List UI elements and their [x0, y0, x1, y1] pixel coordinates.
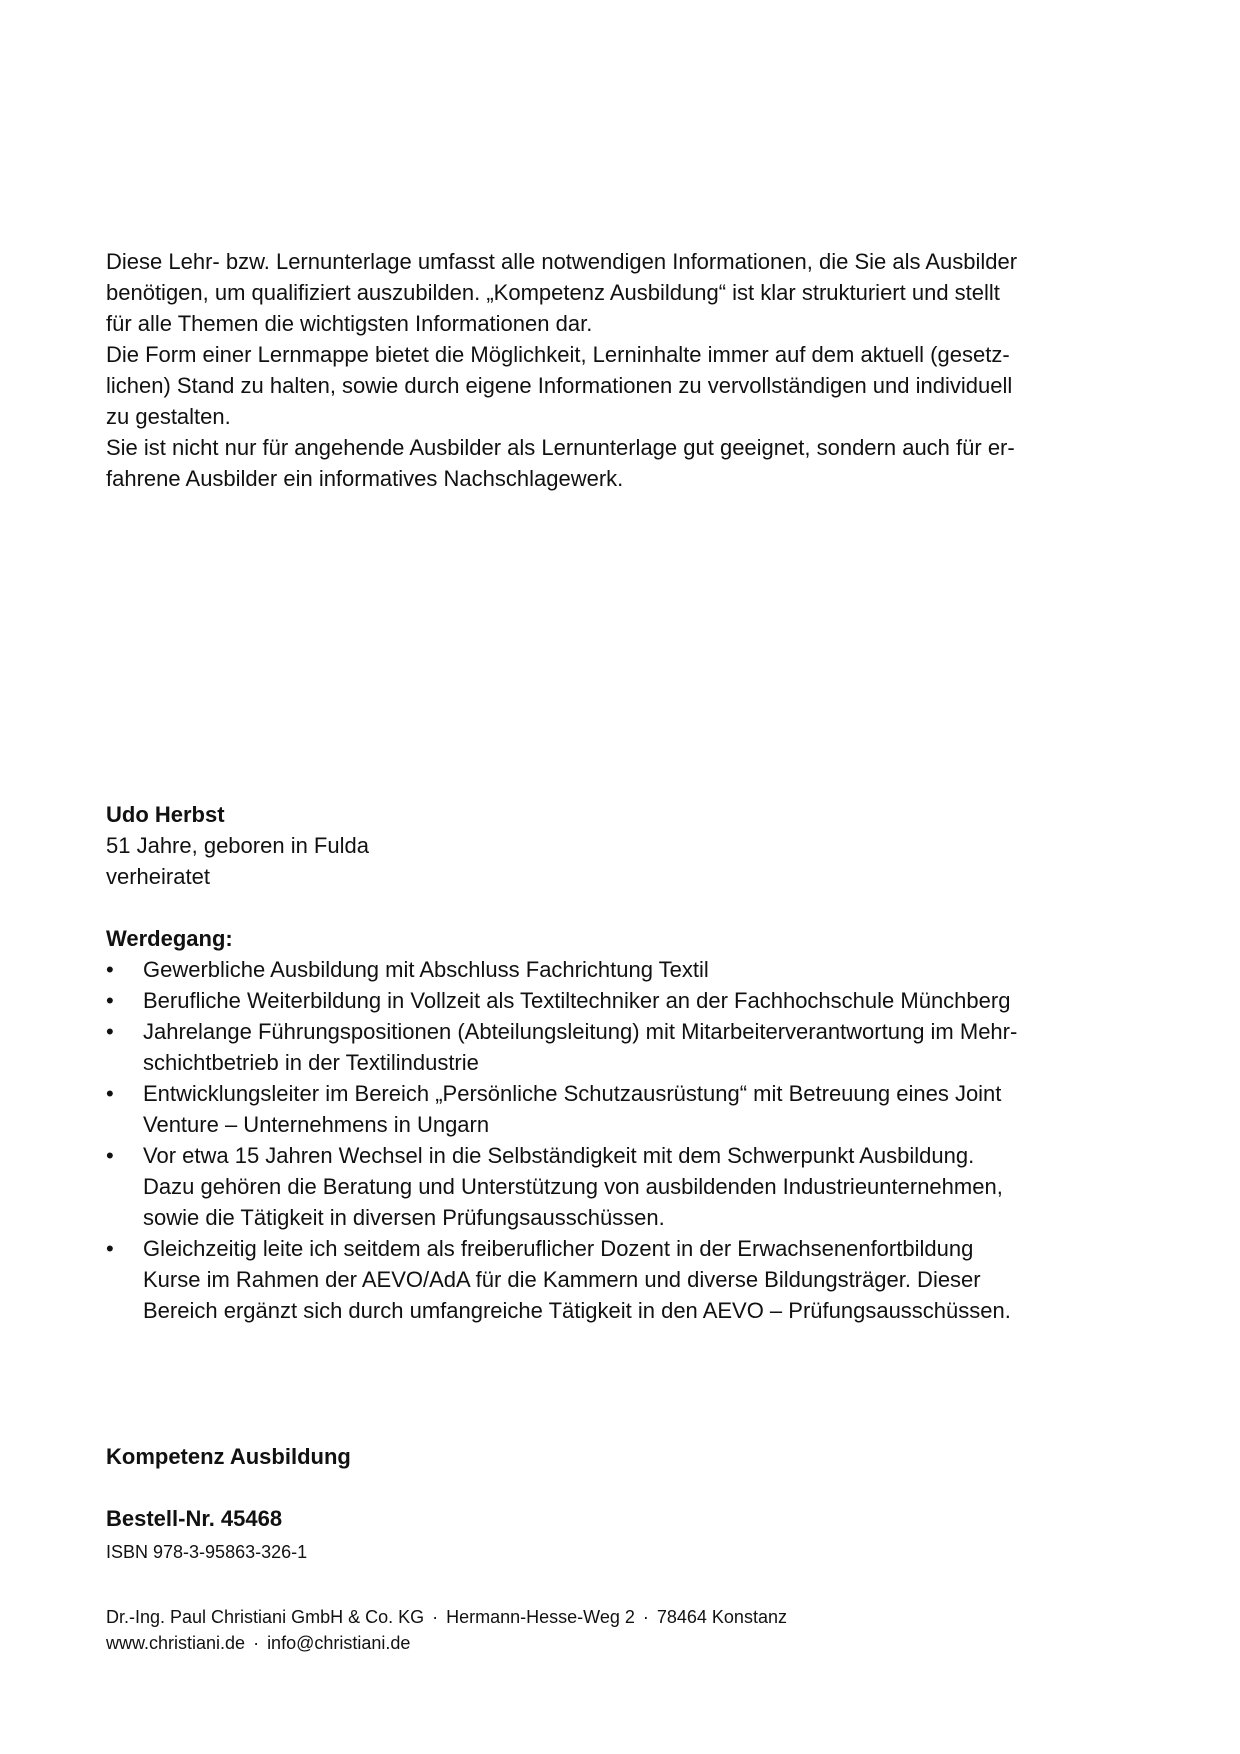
isbn-block	[106, 1540, 1166, 1564]
career-title: Werdegang:	[106, 926, 233, 951]
career-item-line: Vor etwa 15 Jahren Wechsel in die Selbständigkeit mit dem Schwerpunkt Ausbildung.	[143, 1143, 975, 1168]
publisher-street: Hermann-Hesse-Weg 2	[446, 1607, 635, 1627]
publisher-contact-line	[106, 1630, 1166, 1656]
intro-line: Die Form einer Lernmappe bietet die Möglichkeit, Lerninhalte immer auf dem aktuell (gesetz-	[106, 342, 1010, 367]
author-block	[106, 799, 1166, 892]
publisher-website-link[interactable]: www.christiani.de	[106, 1633, 246, 1653]
publisher-footer	[106, 1604, 1166, 1656]
career-item	[106, 1233, 1166, 1326]
intro-line: benötigen, um qualifiziert auszubilden. „Kompetenz Ausbildung“ ist klar strukturiert und stellt	[106, 280, 1000, 305]
author-marital-status: verheiratet	[106, 864, 210, 889]
bullet-icon: •	[106, 1019, 114, 1044]
product-title: Kompetenz Ausbildung	[106, 1444, 351, 1469]
intro-line: fahrene Ausbilder ein informatives Nachschlagewerk.	[106, 466, 624, 491]
order-number-block	[106, 1503, 1166, 1534]
career-item	[106, 985, 1166, 1016]
career-list	[106, 954, 1166, 1326]
intro-line: Sie ist nicht nur für angehende Ausbilder als Lernunterlage gut geeignet, sondern auch für er-	[106, 435, 1015, 460]
career-heading	[106, 923, 1166, 954]
intro-line: zu gestalten.	[106, 404, 231, 429]
career-item-line: Dazu gehören die Beratung und Unterstützung von ausbildenden Industrieunternehmen,	[143, 1174, 1003, 1199]
author-age-birthplace: 51 Jahre, geboren in Fulda	[106, 833, 369, 858]
career-item	[106, 954, 1166, 985]
publisher-address-line	[106, 1604, 1166, 1630]
publisher-city: 78464 Konstanz	[656, 1607, 787, 1627]
career-item-line: Entwicklungsleiter im Bereich „Persönliche Schutzausrüstung“ mit Betreuung eines Joint	[143, 1081, 1002, 1106]
career-item	[106, 1016, 1166, 1078]
intro-paragraph	[106, 246, 1166, 494]
bullet-icon: •	[106, 988, 114, 1013]
career-item-line: Berufliche Weiterbildung in Vollzeit als Textiltechniker an der Fachhochschule Münchberg	[143, 988, 1011, 1013]
career-item-line: Jahrelange Führungspositionen (Abteilungsleitung) mit Mitarbeiterverantwortung im Mehr-	[143, 1019, 1018, 1044]
bullet-icon: •	[106, 957, 114, 982]
author-name: Udo Herbst	[106, 802, 225, 827]
career-item-line: Bereich ergänzt sich durch umfangreiche Tätigkeit in den AEVO – Prüfungsausschüssen.	[143, 1298, 1011, 1323]
career-item-line: Venture – Unternehmens in Ungarn	[143, 1112, 490, 1137]
career-item	[106, 1078, 1166, 1140]
career-item-line: Gleichzeitig leite ich seitdem als freiberuflicher Dozent in der Erwachsenenfortbildung	[143, 1236, 974, 1261]
career-item	[106, 1140, 1166, 1233]
bullet-icon: •	[106, 1081, 114, 1106]
isbn: ISBN 978-3-95863-326-1	[106, 1542, 308, 1562]
career-item-line: Kurse im Rahmen der AEVO/AdA für die Kammern und diverse Bildungsträger. Dieser	[143, 1267, 981, 1292]
bullet-icon: •	[106, 1143, 114, 1168]
career-item-line: Gewerbliche Ausbildung mit Abschluss Fachrichtung Textil	[143, 957, 709, 982]
order-number: Bestell-Nr. 45468	[106, 1506, 283, 1531]
product-title-block	[106, 1441, 1166, 1472]
separator-dot: ·	[253, 1633, 260, 1653]
intro-line: Diese Lehr- bzw. Lernunterlage umfasst alle notwendigen Informationen, die Sie als Ausbilder	[106, 249, 1018, 274]
separator-dot: ·	[642, 1607, 649, 1627]
intro-line: für alle Themen die wichtigsten Informationen dar.	[106, 311, 593, 336]
career-item-line: sowie die Tätigkeit in diversen Prüfungsausschüssen.	[143, 1205, 665, 1230]
intro-line: lichen) Stand zu halten, sowie durch eigene Informationen zu vervollständigen und individuell	[106, 373, 1013, 398]
bullet-icon: •	[106, 1236, 114, 1261]
career-item-line: schichtbetrieb in der Textilindustrie	[143, 1050, 479, 1075]
separator-dot: ·	[432, 1607, 439, 1627]
publisher-email-link[interactable]: info@christiani.de	[267, 1633, 411, 1653]
publisher-company: Dr.-Ing. Paul Christiani GmbH & Co. KG	[106, 1607, 425, 1627]
